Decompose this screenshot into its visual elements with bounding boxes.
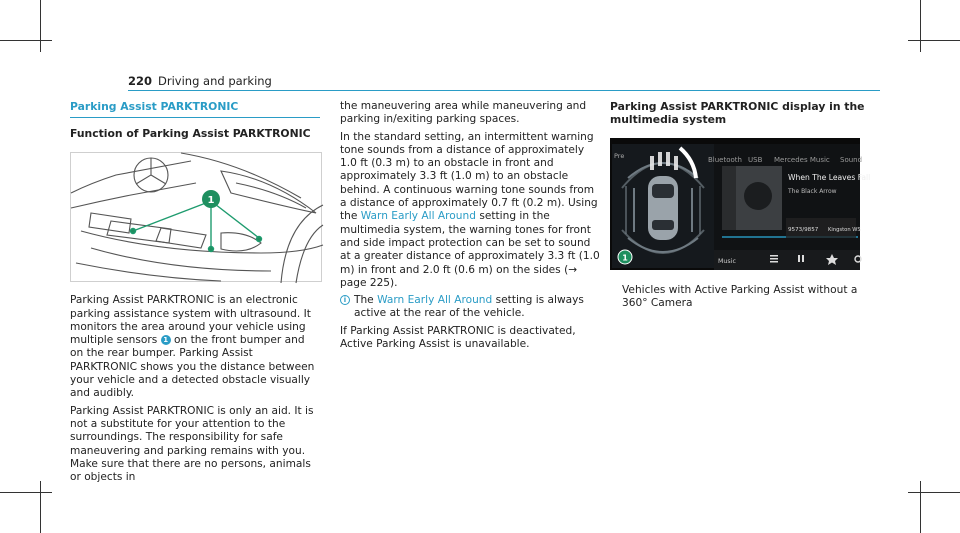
multimedia-screen	[610, 138, 871, 270]
pause-icon[interactable]	[798, 255, 800, 262]
paragraph: Parking Assist PARKTRONIC is only an aid. It is not a substitute for your attention to the surroundings. The responsibility for safe maneuvering and parking remains with you. Make sure that there are no persons, animals or objects in	[70, 404, 314, 484]
section-title: Parking Assist PARKTRONIC	[70, 100, 320, 118]
list-icon[interactable]	[770, 255, 778, 257]
info-icon: i	[340, 295, 350, 305]
crop-mark	[40, 481, 41, 533]
setting-link[interactable]: Warn Early All Around	[360, 210, 476, 223]
page-header	[128, 74, 272, 88]
screen-tab[interactable]: Bluetooth	[708, 156, 742, 164]
song-artist: The Black Arrow	[788, 188, 837, 195]
sensor-callout-number: 1	[207, 195, 215, 207]
crop-mark	[0, 492, 52, 493]
crop-mark	[920, 0, 921, 52]
text-run: on the front bumper and on the rear bumper. Parking Assist PARKTRONIC shows you the distance between your vehicle and a detected obstacle visually and audibly.	[70, 334, 315, 400]
music-label[interactable]: Music	[718, 258, 736, 265]
text-run: In the standard setting, an intermittent warning tone sounds from a distance of approximately 1.0 ft (0.3 m) to an obstacle in front and approximately 3.3 ft (1.0 m) to an obstacle behind. A continuous warning tone sounds from a distance of approximately 0.7 ft (0.2 m). Using the	[340, 130, 598, 223]
column-middle	[340, 100, 600, 355]
crop-mark	[908, 40, 960, 41]
text-run: setting is always active at the rear of the vehicle.	[354, 294, 584, 320]
screen-tab[interactable]: Mercedes Music	[774, 156, 830, 164]
setting-link[interactable]: Warn Early All Around	[377, 294, 493, 307]
screen-tab[interactable]: Pre	[614, 152, 625, 160]
crop-mark	[0, 40, 52, 41]
multimedia-display	[610, 138, 871, 270]
header-rule	[128, 90, 880, 91]
crop-mark	[908, 492, 960, 493]
section-name: Driving and parking	[158, 74, 272, 88]
track-counter: 9573/9857	[788, 227, 819, 233]
screen-tab[interactable]: Sound	[840, 156, 863, 164]
sensor-badge: 1	[161, 335, 171, 345]
paragraph: the maneuvering area while maneuvering and parking in/exiting parking spaces.	[340, 100, 587, 126]
sub-title: Function of Parking Assist PARKTRONIC	[70, 127, 311, 141]
paragraph	[340, 131, 600, 291]
crop-mark	[920, 481, 921, 533]
text-run: Parking Assist PARKTRONIC is an electronic parking assistance system with ultrasound. It monitors the area around your vehicle using multiple sensors	[70, 294, 311, 347]
figure-caption: Vehicles with Active Parking Assist without a 360° Camera	[622, 284, 858, 310]
page-number: 220	[128, 74, 153, 88]
screen-tab[interactable]: USB	[748, 156, 763, 164]
car-front-illustration	[71, 153, 323, 283]
paragraph	[70, 294, 320, 400]
text-run: setting in the multimedia system, the warning tones for front and side impact protection can be set to sound at a greater distance of approximately 3.3 ft (1.0 m) in front and 2.0 ft (0.6 m) on the sides (→ page 225).	[340, 210, 600, 289]
crop-mark	[40, 0, 41, 52]
song-title: When The Leaves Fall	[788, 173, 871, 182]
car-front-figure	[70, 152, 322, 282]
screen-callout-number: 1	[622, 253, 628, 263]
station-name: Kingston WS	[828, 227, 861, 233]
sub-title: Parking Assist PARKTRONIC display in the multimedia system	[610, 100, 865, 126]
column-right	[610, 100, 870, 315]
text-run: The	[354, 294, 374, 307]
info-note	[340, 294, 600, 321]
paragraph: If Parking Assist PARKTRONIC is deactivated, Active Parking Assist is unavailable.	[340, 324, 576, 351]
column-left	[70, 100, 320, 488]
